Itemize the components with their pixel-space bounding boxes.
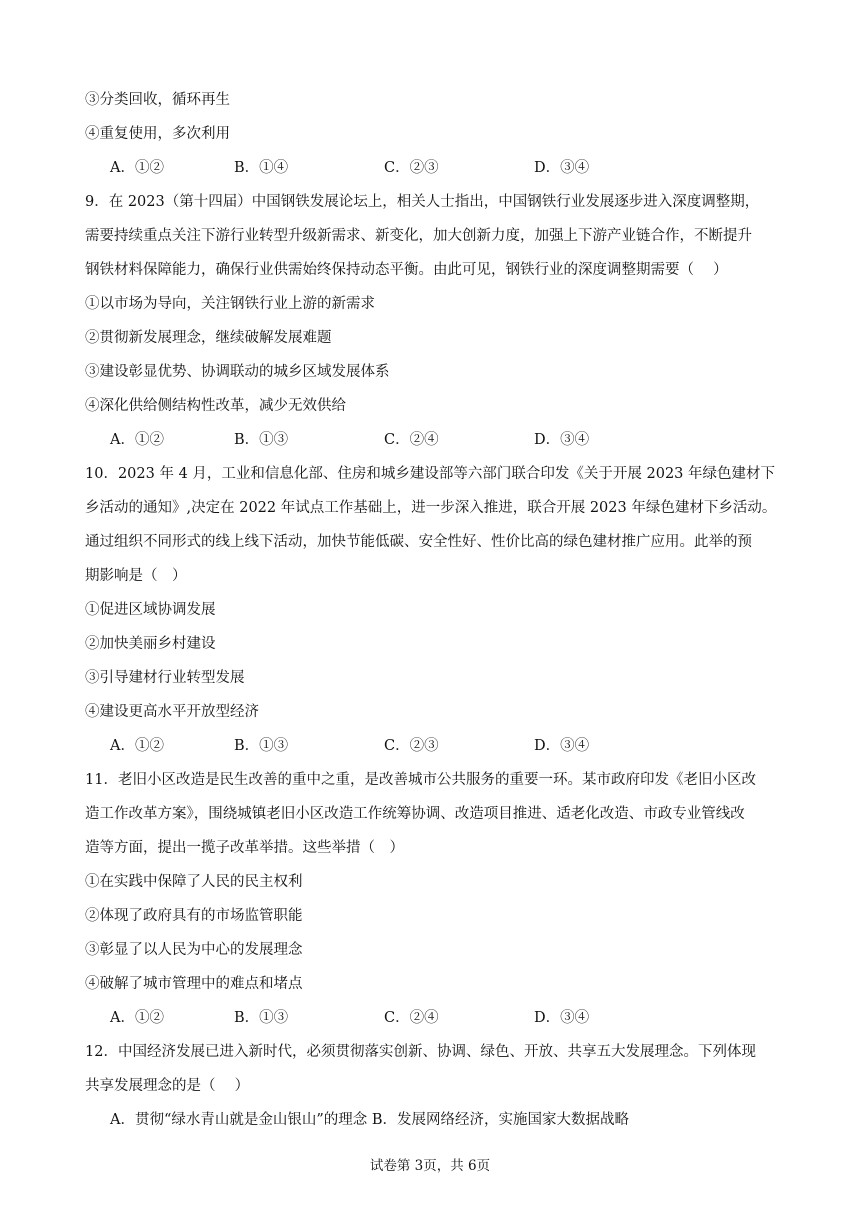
q9-stem-line: 钢铁材料保障能力，确保行业供需始终保持动态平衡。由此可见，钢铁行业的深度调整期需要（ ） [85, 262, 728, 278]
q11-item-2: ②体现了政府具有的市场监管职能 [85, 908, 303, 924]
q11-item-1: ①在实践中保障了人民的民主权利 [85, 874, 303, 890]
page-footer: 试卷第 3页，共 6页 [369, 1158, 491, 1174]
q10-stem-line: 期影响是（ ） [85, 568, 187, 584]
q9-item-2: ②贯彻新发展理念，继续破解发展难题 [85, 330, 332, 346]
q10-item-1: ①促进区域协调发展 [85, 602, 216, 618]
q12-options-ab[interactable]: A．贯彻“绿水青山就是金山银山”的理念 B．发展网络经济，实施国家大数据战略 [110, 1112, 630, 1128]
q11-options [110, 1008, 710, 1028]
q10-options [110, 736, 710, 756]
q10-item-2: ②加快美丽乡村建设 [85, 636, 216, 652]
q9-option-d[interactable]: D．③④ [534, 432, 590, 448]
q11-stem-line: 造等方面，提出一揽子改革举措。这些举措（ ） [85, 840, 404, 856]
q11-stem-line: 造工作改革方案》，围绕城镇老旧小区改造工作统筹协调、改造项目推进、适老化改造、市政专业管线改 [85, 806, 745, 822]
q10-option-c[interactable]: C．②③ [384, 738, 439, 754]
q9-item-4: ④深化供给侧结构性改革，减少无效供给 [85, 398, 346, 414]
q9-option-a[interactable]: A．①② [110, 432, 164, 448]
q9-option-c[interactable]: C．②④ [384, 432, 439, 448]
q9-item-1: ①以市场为导向，关注钢铁行业上游的新需求 [85, 296, 375, 312]
q12-stem-line: 12．中国经济发展已进入新时代，必须贯彻落实创新、协调、绿色、开放、共享五大发展理念。下列体现 [85, 1044, 756, 1060]
q9-options [110, 430, 710, 450]
q8-item-3: ③分类回收，循环再生 [85, 92, 230, 108]
q11-stem-line: 11．老旧小区改造是民生改善的重中之重，是改善城市公共服务的重要一环。某市政府印发《老旧小区改 [85, 772, 756, 788]
q10-option-d[interactable]: D．③④ [534, 738, 590, 754]
q9-stem-line: 9．在 2023（第十四届）中国钢铁发展论坛上，相关人士指出，中国钢铁行业发展逐步进入深度调整期， [85, 194, 760, 210]
q11-item-4: ④破解了城市管理中的难点和堵点 [85, 976, 303, 992]
q11-option-c[interactable]: C．②④ [384, 1010, 439, 1026]
q8-item-4: ④重复使用，多次利用 [85, 126, 230, 142]
q10-option-b[interactable]: B．①③ [234, 738, 289, 754]
q8-option-d[interactable]: D．③④ [534, 160, 590, 176]
q8-options [110, 158, 710, 178]
q11-option-d[interactable]: D．③④ [534, 1010, 590, 1026]
q11-option-a[interactable]: A．①② [110, 1010, 164, 1026]
q10-item-4: ④建设更高水平开放型经济 [85, 704, 259, 720]
q11-option-b[interactable]: B．①③ [234, 1010, 289, 1026]
q12-stem-line: 共享发展理念的是（ ） [85, 1078, 250, 1094]
q10-stem-line: 通过组织不同形式的线上线下活动，加快节能低碳、安全性好、性价比高的绿色建材推广应用。此举的预 [85, 534, 752, 550]
q8-option-c[interactable]: C．②③ [384, 160, 439, 176]
q8-option-a[interactable]: A．①② [110, 160, 164, 176]
q9-option-b[interactable]: B．①③ [234, 432, 289, 448]
q9-item-3: ③建设彰显优势、协调联动的城乡区域发展体系 [85, 364, 390, 380]
q10-item-3: ③引导建材行业转型发展 [85, 670, 245, 686]
q10-stem-line: 10．2023 年 4 月，工业和信息化部、住房和城乡建设部等六部门联合印发《关于开展 2023 年绿色建材下 [85, 466, 776, 482]
q10-stem-line: 乡活动的通知》,决定在 2022 年试点工作基础上，进一步深入推进，联合开展 2023 年绿色建材下乡活动。 [85, 500, 777, 516]
q8-option-b[interactable]: B．①④ [234, 160, 289, 176]
q9-stem-line: 需要持续重点关注下游行业转型升级新需求、新变化，加大创新力度，加强上下游产业链合作，不断提升 [85, 228, 752, 244]
q11-item-3: ③彰显了以人民为中心的发展理念 [85, 942, 303, 958]
q10-option-a[interactable]: A．①② [110, 738, 164, 754]
